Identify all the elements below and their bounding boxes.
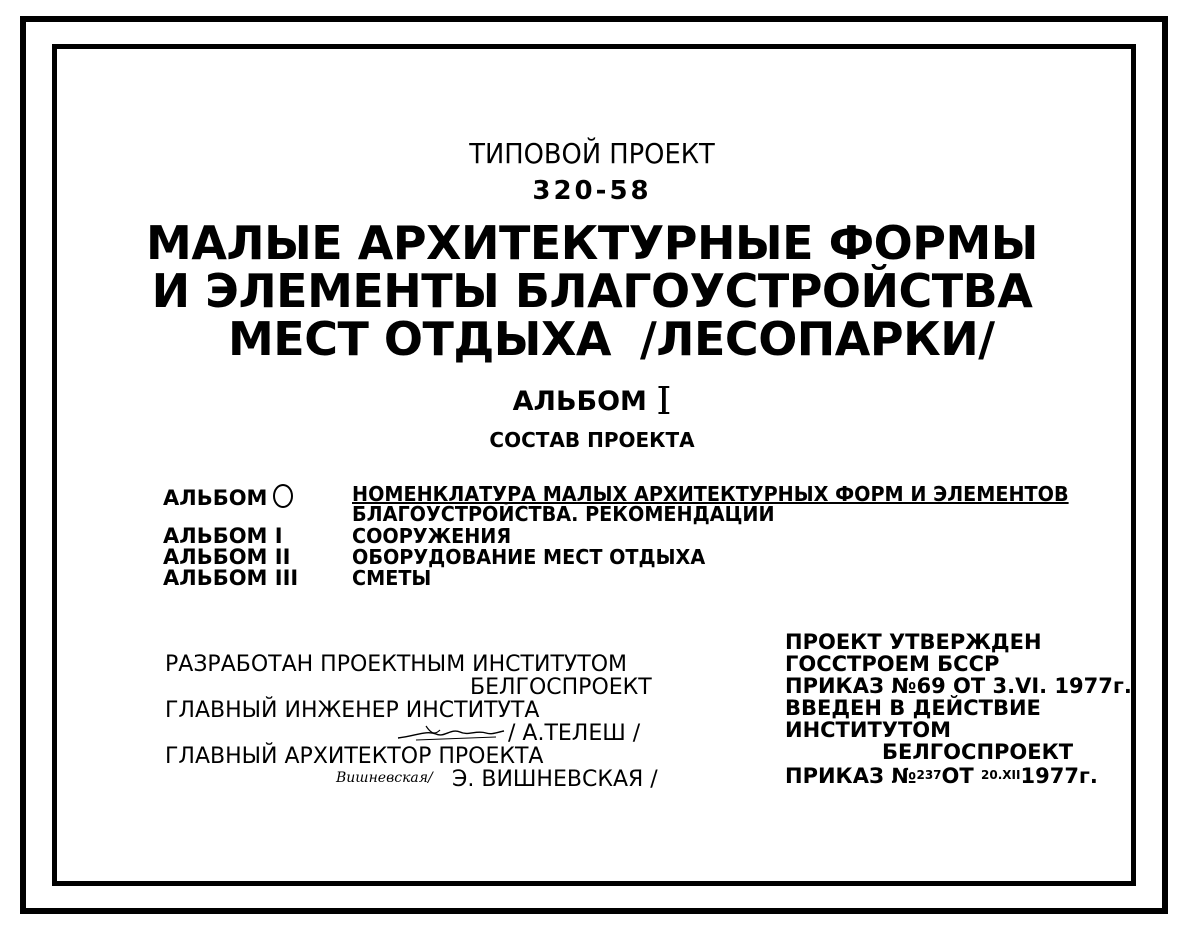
approval-order xyxy=(785,766,1098,787)
album-0-desc-line1: НОМЕНКЛАТУРА МАЛЫХ АРХИТЕКТУРНЫХ ФОРМ И ЭЛЕМЕНТОВ xyxy=(352,482,1069,506)
title-line-2: И ЭЛЕМЕНТЫ БЛАГОУСТРОЙСТВА xyxy=(151,264,1033,318)
current-album xyxy=(0,378,1184,423)
order-number: 237 xyxy=(916,768,942,782)
current-album-numeral: I xyxy=(656,379,672,423)
approval-line-1: ПРОЕКТ УТВЕРЖДЕН xyxy=(785,630,1042,654)
approval-line-3: ПРИКАЗ №69 ОТ 3.VI. 1977г. xyxy=(785,674,1132,698)
chief-architect-title: ГЛАВНЫЙ АРХИТЕКТОР ПРОЕКТА xyxy=(165,744,544,769)
title-line-3a: МЕСТ ОТДЫХА xyxy=(228,312,612,366)
approval-line-6: БЕЛГОСПРОЕКТ xyxy=(882,740,1074,764)
order-from: ОТ xyxy=(941,764,974,788)
album-0-label: АЛЬБОМ xyxy=(163,484,293,509)
architect-signature: Вишневская/ xyxy=(336,770,433,786)
project-number: 320-58 xyxy=(532,176,652,206)
album-1-label: АЛЬБОМ I xyxy=(163,524,283,548)
approval-line-4: ВВЕДЕН В ДЕЙСТВИЕ xyxy=(785,696,1041,720)
developer-line-2: БЕЛГОСПРОЕКТ xyxy=(470,675,652,700)
album-2-label: АЛЬБОМ II xyxy=(163,545,291,569)
contents-heading: СОСТАВ ПРОЕКТА xyxy=(489,428,695,452)
title-line-1: МАЛЫЕ АРХИТЕКТУРНЫЕ ФОРМЫ xyxy=(146,216,1038,270)
order-date: 20.XII xyxy=(981,768,1021,782)
current-album-label: АЛЬБОМ xyxy=(512,386,647,417)
album-3-label: АЛЬБОМ III xyxy=(163,566,299,590)
album-2-desc: ОБОРУДОВАНИЕ МЕСТ ОТДЫХА xyxy=(352,545,706,569)
chief-architect-name: Э. ВИШНЕВСКАЯ / xyxy=(452,767,658,792)
chief-engineer-name: / А.ТЕЛЕШ / xyxy=(508,721,641,746)
order-year: 1977г. xyxy=(1020,764,1098,788)
approval-line-2: ГОССТРОЕМ БССР xyxy=(785,652,1000,676)
album-0-desc-line2: БЛАГОУСТРОЙСТВА. РЕКОМЕНДАЦИИ xyxy=(352,502,775,526)
zero-circle-icon xyxy=(273,484,293,508)
developer-line-1: РАЗРАБОТАН ПРОЕКТНЫМ ИНСТИТУТОМ xyxy=(165,652,628,677)
order-prefix: ПРИКАЗ № xyxy=(785,764,917,788)
album-3-desc: СМЕТЫ xyxy=(352,566,432,590)
title-line-3b: /ЛЕСОПАРКИ/ xyxy=(640,312,995,366)
album-1-desc: СООРУЖЕНИЯ xyxy=(352,524,512,548)
engineer-signature-image xyxy=(396,722,506,744)
approval-line-5: ИНСТИТУТОМ xyxy=(785,718,952,742)
project-series: ТИПОВОЙ ПРОЕКТ xyxy=(469,137,715,170)
chief-engineer-title: ГЛАВНЫЙ ИНЖЕНЕР ИНСТИТУТА xyxy=(165,698,540,723)
